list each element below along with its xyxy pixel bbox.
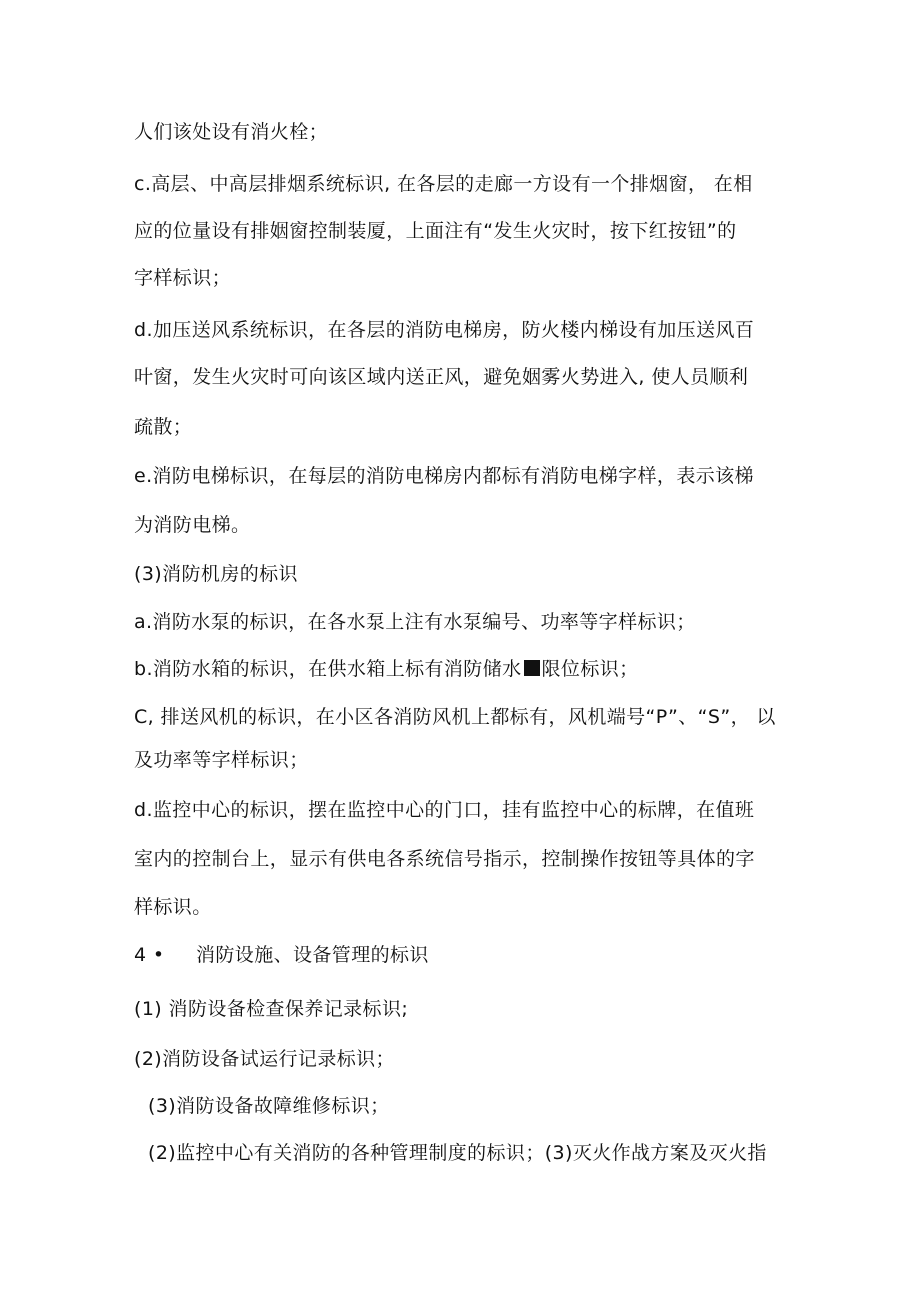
text-line — [134, 657, 639, 681]
black-square-glyph — [524, 660, 540, 676]
text-line: (3)消防设备故障维修标识； — [148, 1095, 390, 1117]
text-line: c.高层、中高层排烟系统标识, 在各层的走廊一方设有一个排烟窗， 在相 — [134, 173, 753, 195]
text-line: a.消防水泵的标识，在各水泵上注有水泵编号、功率等字样标识； — [134, 611, 696, 633]
text-line: (2)监控中心有关消防的各种管理制度的标识；(3)灭火作战方案及灭火指 — [148, 1142, 767, 1164]
text-line: (1) 消防设备检查保养记录标识; — [134, 998, 409, 1020]
text-line: 人们该处设有消火栓； — [134, 121, 329, 143]
text-line: C, 排送风机的标识，在小区各消防风机上都标有，风机端号“P”、“S”， 以 — [134, 706, 776, 728]
text-segment: b.消防水箱的标识，在供水箱上标有消防储水 — [134, 658, 522, 680]
text-line: 室内的控制台上，显示有供电各系统信号指示，控制操作按钮等具体的字 — [134, 848, 755, 870]
text-line: 叶窗，发生火灾时可向该区域内送正风，避免姻雾火势进入, 使人员顺利 — [134, 366, 749, 388]
section-heading: (3)消防机房的标识 — [134, 563, 298, 585]
text-line: 样标识。 — [134, 896, 212, 918]
text-line: 及功率等字样标识； — [134, 749, 309, 771]
text-line: e.消防电梯标识，在每层的消防电梯房内都标有消防电梯字样，表示该梯 — [134, 465, 754, 487]
text-segment: 限位标识； — [541, 658, 639, 680]
text-line: 应的位量设有排姻窗控制装厦，上面注有“发生火灾时，按下红按钮”的 — [134, 220, 737, 242]
text-line: 疏散； — [134, 416, 193, 438]
section-heading: 消防设施、设备管理的标识 — [196, 944, 429, 966]
text-line: d.监控中心的标识，摆在监控中心的门口，挂有监控中心的标牌，在值班 — [134, 799, 755, 821]
text-line: 字样标识； — [134, 267, 232, 289]
text-line: 为消防电梯。 — [134, 514, 251, 536]
text-line: (2)消防设备试运行记录标识； — [134, 1048, 395, 1070]
text-line: d.加压送风系统标识，在各层的消防电梯房，防火楼内梯设有加压送风百 — [134, 319, 755, 341]
section-number: 4 • — [134, 944, 165, 966]
